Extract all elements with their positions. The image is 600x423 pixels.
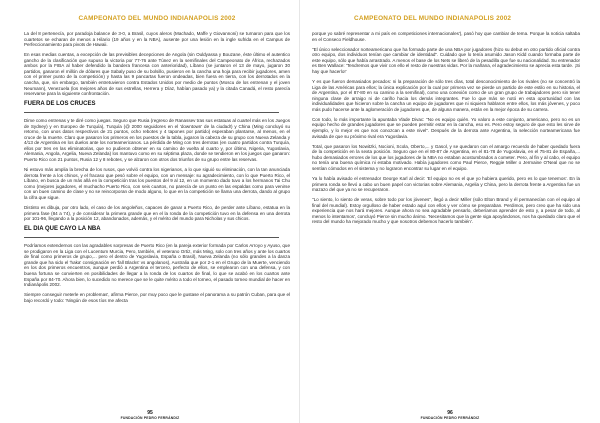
paragraph: Distinto es dibuja, por otro lado, el caso de los angoleños, capaces de ganar a Puerto Rico, de perder ante Líbano, estatua en la primera fase (84 a 74), y de considerar la primera grande que en el la ronda de la competición tuvo en la defensa en una derrota por 101-96, llegando a la posición 12, abandonados, además, y el mérito del mundo para Nicholas y sus chicos. [24,205,290,222]
paragraph: Siempre conseguir meterle en problemas', afirma Pierce, por muy poco que le gustase el panorama a su patrón Cuban, para que el bajo recordó y todo: 'Ningún de esos tíos me afecta [24,292,290,303]
left-intro-text [24,31,290,97]
running-head: CAMPEONATO DEL MUNDO INDIANAPOLIS 2002 [78,15,236,22]
paragraph: Podríamos extendernos con las agradables sorpresas de Puerto Rico (en la pareja exterior formada por Carlos Arroyo y Ayuso, que se prodigaron en la Liga con el Lucentum Murcia, Pero, también, el veterano Ortiz, más Ming, solo con tres años y ante los cuartos de final como primeros de grupo,... pero el dentro de Yugoslavia, España o Brasil), Nueva Zelanda (no sólo grandes a la danza grande que ha sido el 'haka' consignación en 'fall Blacks' vs angolanos), Australia que por 2-1 en el Grupo de la Muerte, venciendo en los dos primeros encuentros, aunque perdió a Argentina el tercero, perfecto de ellos, se emplearon con una defensa, y con buena fortuna se convierten en posibilidades de llegar a la ronda de los cuartos de final, lo que se acabó en los cuartos ante España por 84-70. Ahora bien, lo sucedido no merece que se le quite mérito a todo el torneo, el pasado torneo mundial de hacer en Indianápolis 2002. [24,243,290,288]
left-section-1-text [24,118,290,221]
paragraph: Y es que fueron demasiados pecados: ni la preparación de sólo tres días, total desconocimiento de los rivales (no se concentró la Liga de las Américas para ellos; la única explicación por la cual por primera vez se pierde un partido de este estilo en su historia, el de Argentina, por el 87-80 en su camino a la semifinal), como una conexión como de un gran grupo de trabajadores pero sin tener ninguna clase de arraigo ni de cariño hacia los demás integrantes. Fue lo que más se notó en esta oportunidad con las individualidades que hicieron sobre la cancha un equipo de jugadores que ni siquiera hablaron entre ellos, los más jóvenes, y poco más pudo hacerse ante la aglomeración de jugadores que, de alguna manera, están en la mejor época de su carrera. [312,79,580,112]
left-section-2-text [24,243,290,303]
right-body-text [312,31,580,225]
paragraph: Ya lo había avisado el entrenador George Karl al decir: 'El equipo no es el que yo hubiera querido, pero es lo que tenemos'. En la primera ronda se llevó a cabo un buen papel con victorias sobre Alemania, Argelia y China, pero la derrota frente a Argentina fue un mazazo del que ya no se recuperaron. [312,176,580,193]
section-heading: FUERA DE LOS CRUCES [24,101,96,108]
paragraph: La del 8 pertenecía, por paradoja balance de 3-0, a Brasil, cuyos aleros (Machado, Maffe y Giovannoni) se turnaron para que los cuartetos se echaran de menos a Hilario (19 años y en la NBA), ausente por una lesión en la ingle sufrida en el Campus de Perfeccionamiento para pivots de Hawaii. [24,31,290,48]
paragraph: "Lo siento, lo siento de veras, sobre todo por los jóvenes", llegó a decir Miller (sólo Elton Brand y él permanecían con el equipo al final del mundial). Estoy orgulloso de haber estado aquí con ellos y ver cómo se preparaban. Perdimos, pero creo que ha sido una experiencia que nos hará mejores. Aunque ahora no sea agradable pensarlo, deberíamos aprender de esto y, a pesar de todo, al menos lo intentamos', concluyó Pierce sin mucho ánimo. 'Necesitamos que la gente siga apoyándonos, nos ha quedado claro que el resto del mundo ha mejorado mucho y que nosotros debemos hacerlo también'. [312,197,580,225]
heading-rule [24,237,279,238]
section-heading: EL DIA QUE CAYO LA NBA [24,226,101,233]
heading-rule [24,112,279,113]
publisher-name: FUNDACIÓN PEDRO FERRÁNDIZ [120,416,180,420]
paragraph: Total, que pasaron los Nowitzki, Nocioni, Scola, Oberto,... y Gasol, y se quedaron con el amargo recuerdo de haber quedado fuera de la competición en la sexta posición. Seguro que en el 80-87 de Argentina, en el 81-78 de Yugoslavia, en el 75-81 de España,... hubo demasiados errores de los que los jugadores de la NBA no estaban acostumbrados a cometer. Pero, al fin y al cabo, el equipo no tenía una buena química ni estaba motivado. Había jugadores como Paul Pierce, Reggie Miller o Jermaine O'Neal que no se sentían cómodos en el sistema y no lograron encontrar su lugar en el equipo. [312,143,580,171]
page-number: 95 [147,410,153,416]
page-footer [0,410,300,420]
paragraph: porque yo sabré representar a mi país en competiciones internacionales'), pasó hoy que cambiar de tema. Porque la noticia saltaba en el Conseco Fieldhouse. [312,31,580,42]
page-number: 96 [447,410,453,416]
paragraph: Ni estuvo más amplia la brecha de los rusos, que volvió contra los nigerianos, a lo que siguió su eliminación, con la tan anunciada derrota frente a los chinos, y el fracaso que pesó sobre el equipo, con un mensaje: su agradecimiento, con lo que Puerto Rico, el Líbano, en busca de un más allá en la competición tras los puestos del 9 al 12, en un momento dado tuvo a los hermanos Tai Chu como (mejores jugadores, el muchacho Puerto Rico, con seis cuartos, no parecía de un punto en las espaldas como para venirse con un buen camino de clase y no se reincorporan de modo alguno, lo que en la competición se llama una derrota, dando al grupo la cifra que sigue. [24,167,290,200]
paragraph: "El único seleccionador norteamericano que ha formado parte de una NBA por jugadores (hizo su debut en otro partido oficial contra otro equipo, dos individuos tenían que cambiar de identidad". Cuidado que lo tenía asumido Jason Kidd cuando formaba parte de este equipo, sólo que había arrastrado. A menos el base de los Nets se liberó de la pesadilla que fue su nacionalidad. Su entrenador es Ben Wallace: 'Tendremos que vivir con ello el resto de nuestras vidas. Por la mañana, el agradecimiento se aprecia esta tarde. ¡Si hay que hacerlo!' [312,46,580,74]
paragraph: Con todo, lo más importante la apuntaba Vlade Divac: "No es equipo quién. Yo valoro a este conjunto, americano, pero no es un equipo hecho de grandes jugadores que se pueden permitir estar en la cancha, eso es. Pero estoy seguro de que esto les sirve de ejemplo, y lo mejor es que nos conozcan a este nivel". Después de la derrota ante Argentina, la selección norteamericana fue avisada de que su próximo rival era Yugoslavia. [312,116,580,139]
publisher-name: FUNDACIÓN PEDRO FERRÁNDIZ [420,416,480,420]
running-head: CAMPEONATO DEL MUNDO INDIANAPOLIS 2002 [354,15,512,22]
paragraph: En esas medias cuentas, a excepción de las previsibles decepciones de Angola (sin Ouldyassa y Bouzane, éste último el autentico gancho de la clasificación que supuso la victoria por 77-76 ante Túnez en la semifinales del Campeonato de África, rechazados ambos por la FIBA al haber defendido la bandera francesa con anterioridad), Líbano (se juntaron el 13 de mayo, jugaron 30 partidos, ganaron el millón de dólares que Sabaly puso de su bolsillo, pusieron en la cancha una hoja para recibir jugadores, amen con el primer punto de la competición) y hasta las 9 pancartas fueron ondeadas, bien fuera en tierra, con los derrotados en la cancha, que, sin embargo, también entretuvieron contra Estados Unidos por medio de puntos (Moscu de los entrenan y el joven Neumann), Venezuela (los mejores años de sus estrellas, Herrera y Díaz, habían pasado ya) y la citada Canadá, el resto parecía reservarse para la siguiente confrontación. [24,52,290,97]
page-footer [300,410,600,420]
right-page [300,0,600,423]
paragraph: Dime como entrenas y te diré como juegas. Seguro que Rusia (regreso de Ranassev tras sus estatuas al cuartel más en los Juegos de Sydney) y en Europeo de Turquía), Turquía (@ 2000 seguidores en el 'downtown' de la ciudad!) y China (Ming concluyó su retorno, con unos datos respectivos de 21 puntos, ocho rebotes y 4 tapones por partido) esperaban plantarse, al menos, en el cruce de la muerte. Claro que pasaron los primeros en los puestos de la tabla, jugaron la cabeza de su grupo con Nueva Zelanda y 4/13 de Argentina en los duelos ante los norteamericanos. La pérdida de Ming con tres derrotas (en cuatro partidos contra Turquía, ellos por tres en las eliminatorias, que no pudieron obtener en su camino de vuelta al cuarto y, por último, Nigeria, Yugoslavia, Alemania, Angola, Argelia, Nueva Zelanda) los mantuvo como en su séptima plaza, donde se tendieron en los juegos que ganaron: Puerto Rico con 21 puntos, Rusia 12 y 8 rebotes, y se alzaron con otros dos triunfos de su grupo entre las reservas. [24,118,290,163]
